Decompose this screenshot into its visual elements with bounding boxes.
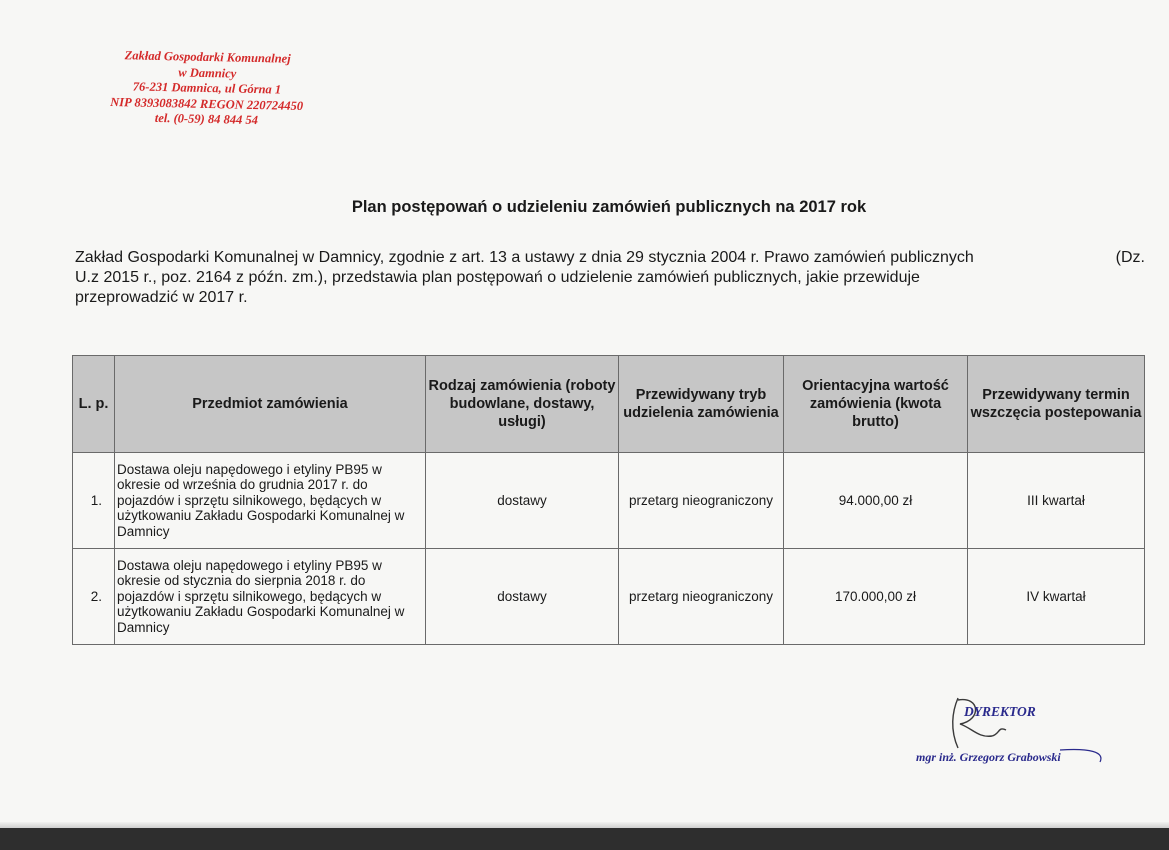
cell-mode: przetarg nieograniczony [619, 453, 784, 549]
procurement-plan-table [72, 355, 1145, 645]
table-header-row [73, 356, 1145, 453]
header-value: Orientacyjna wartość zamówienia (kwota brutto) [784, 356, 968, 453]
stamp-line: NIP 8393083842 REGON 220724450 [110, 94, 304, 113]
cell-lp: 1. [73, 453, 115, 549]
cell-term: III kwartał [968, 453, 1145, 549]
stamp-line: w Damnicy [178, 64, 237, 81]
header-term: Przewidywany termin wszczęcia postepowania [968, 356, 1145, 453]
table-row [73, 453, 1145, 549]
intro-paragraph [75, 248, 1145, 308]
header-subject: Przedmiot zamówienia [115, 356, 426, 453]
header-lp: L. p. [73, 356, 115, 453]
stamp-line: Zakład Gospodarki Komunalnej [124, 48, 291, 66]
cell-type: dostawy [426, 549, 619, 645]
intro-line: U.z 2015 r., poz. 2164 z późn. zm.), przedstawia plan postępowań o udzielenie zamówień publicznych, jakie przewiduje [75, 269, 920, 286]
cell-type: dostawy [426, 453, 619, 549]
cell-term: IV kwartał [968, 549, 1145, 645]
document-title: Plan postępowań o udzieleniu zamówień publicznych na 2017 rok [351, 198, 867, 216]
signature-name: mgr inż. Grzegorz Grabowski [916, 750, 1061, 764]
cell-lp: 2. [73, 549, 115, 645]
company-stamp [81, 47, 333, 130]
scanner-edge [0, 828, 1169, 850]
director-signature-stamp [900, 690, 1120, 770]
intro-line-text: Zakład Gospodarki Komunalnej w Damnicy, zgodnie z art. 13 a ustawy z dnia 29 stycznia 2004 r. Prawo zamówień publicznych [75, 249, 974, 266]
cell-subject: Dostawa oleju napędowego i etyliny PB95 w okresie od stycznia do sierpnia 2018 r. do pojazdów i sprzętu silnikowego, będących w użytkowaniu Zakładu Gospodarki Komunalnej w Damnicy [115, 549, 426, 645]
header-type: Rodzaj zamówienia (roboty budowlane, dostawy, usługi) [426, 356, 619, 453]
intro-line: przeprowadzić w 2017 r. [75, 289, 248, 306]
signature-title: DYREKTOR [964, 704, 1036, 719]
stamp-line: tel. (0-59) 84 844 54 [154, 110, 259, 128]
cell-mode: przetarg nieograniczony [619, 549, 784, 645]
cell-value: 170.000,00 zł [784, 549, 968, 645]
header-mode: Przewidywany tryb udzielenia zamówienia [619, 356, 784, 453]
table-row [73, 549, 1145, 645]
cell-subject: Dostawa oleju napędowego i etyliny PB95 w okresie od września do grudnia 2017 r. do pojazdów i sprzętu silnikowego, będących w użytkowaniu Zakładu Gospodarki Komunalnej w Damnicy [115, 453, 426, 549]
intro-line-tail: (Dz. [1115, 249, 1145, 266]
intro-line [75, 248, 1145, 268]
stamp-line: 76-231 Damnica, ul Górna 1 [132, 79, 282, 97]
cell-value: 94.000,00 zł [784, 453, 968, 549]
